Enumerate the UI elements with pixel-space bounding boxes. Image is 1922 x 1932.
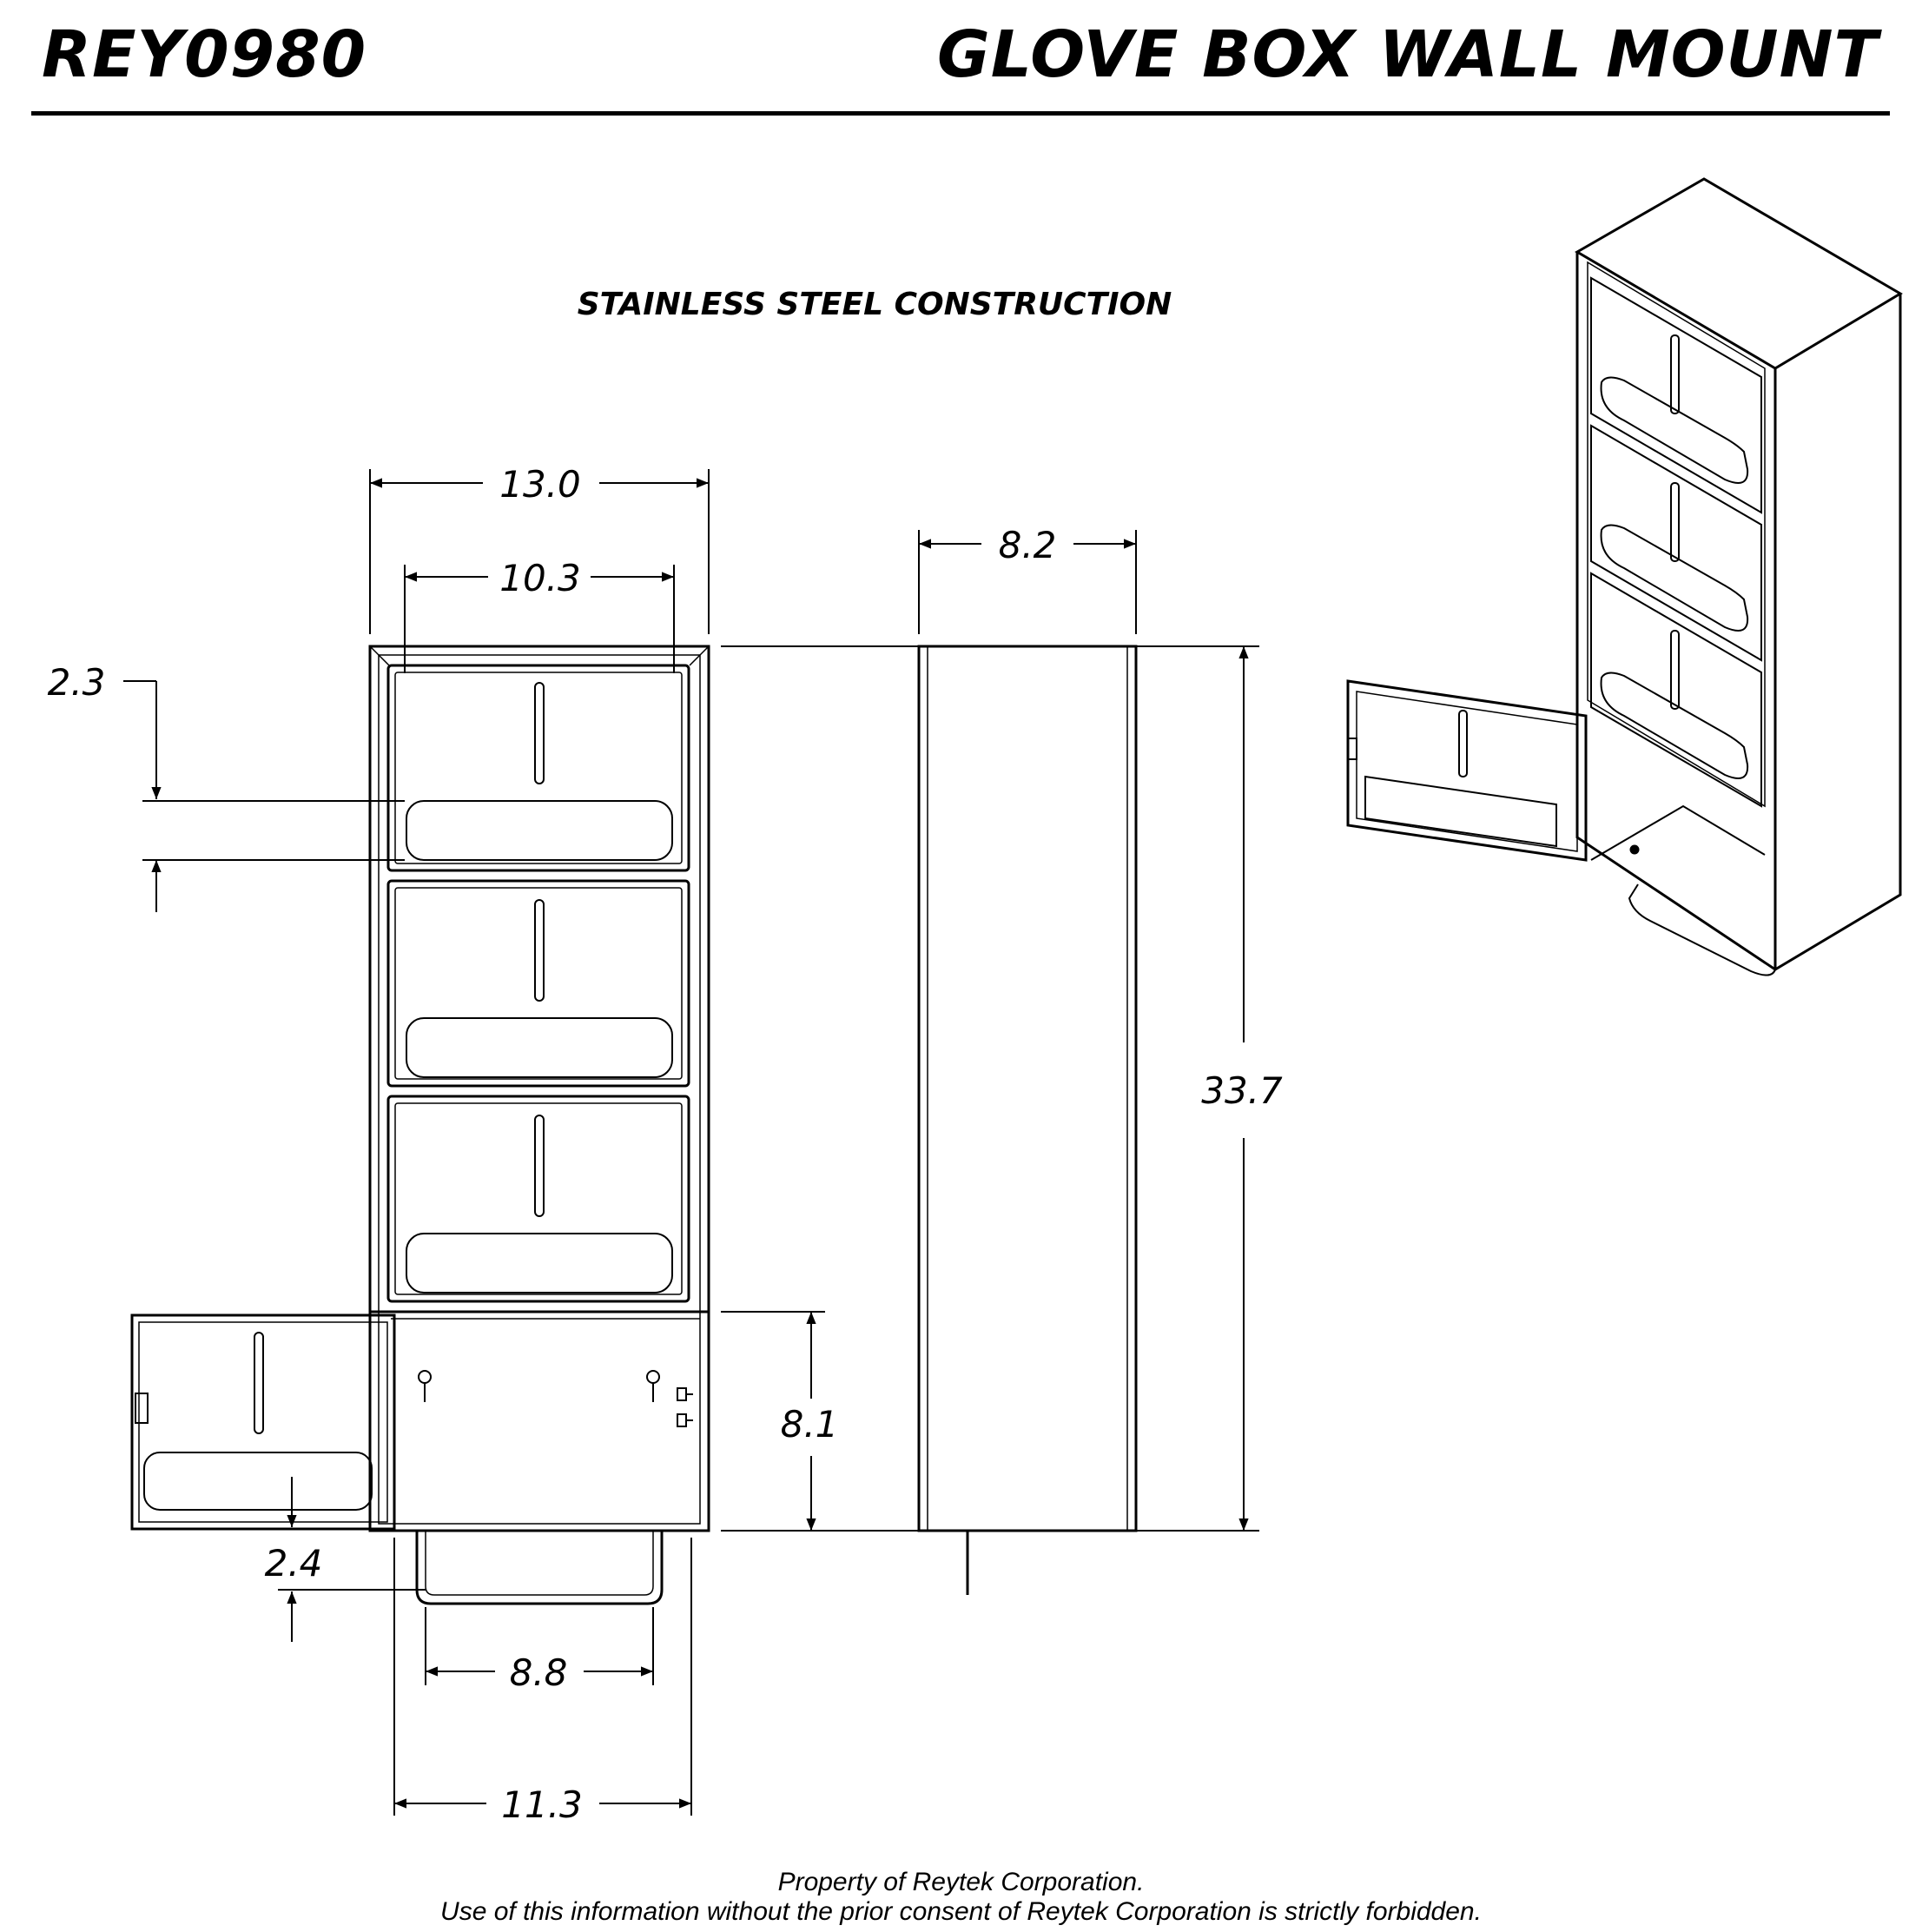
slot-opening: [535, 683, 544, 784]
dim-height: 33.7: [1201, 1069, 1283, 1112]
construction-note: STAINLESS STEEL CONSTRUCTION: [577, 287, 1172, 322]
front-view: [132, 646, 709, 1604]
drawing-title: GLOVE BOX WALL MOUNT: [937, 17, 1879, 92]
iso-side: [1775, 294, 1900, 969]
footer-property: Property of Reytek Corporation.: [777, 1868, 1145, 1896]
dim-overall-width: 13.0: [499, 463, 581, 506]
glove-compartment-1: [388, 665, 689, 870]
dimension-lines: [123, 469, 1259, 1816]
part-number: REY0980: [42, 17, 367, 92]
isometric-view: [1348, 179, 1900, 976]
cabinet-outline: [370, 646, 709, 1531]
dim-bottom-opening: 2.4: [264, 1542, 323, 1585]
lower-compartment: [370, 1312, 709, 1426]
dim-opening-height: 2.3: [47, 661, 106, 704]
handle-bar: [417, 1531, 662, 1604]
footer-disclaimer: Use of this information without the prior consent of Reytek Corporation is strictly forbidden.: [440, 1897, 1482, 1926]
dim-inner-width: 10.3: [499, 557, 581, 599]
dim-door-width: 11.3: [501, 1783, 583, 1826]
dim-handle-width: 8.8: [509, 1651, 568, 1694]
glove-compartment-2: [388, 881, 689, 1086]
side-outline: [919, 646, 1136, 1531]
side-view: [919, 646, 1136, 1595]
glove-compartment-3: [388, 1096, 689, 1301]
dim-depth: 8.2: [998, 524, 1057, 566]
keyhole-mount-right: [647, 1371, 659, 1383]
open-door: [132, 1315, 394, 1529]
hinge-top: [677, 1388, 686, 1400]
glove-opening: [406, 801, 672, 860]
hinge-bottom: [677, 1414, 686, 1426]
iso-top: [1577, 179, 1900, 368]
dim-lower-compartment: 8.1: [780, 1403, 839, 1446]
keyhole-mount-left: [419, 1371, 431, 1383]
door-latch: [135, 1393, 148, 1423]
